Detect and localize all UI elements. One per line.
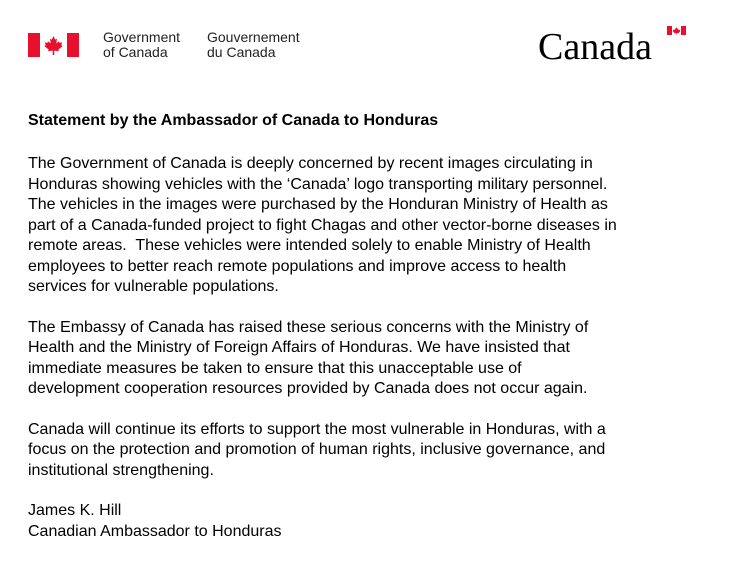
page-header: [0, 0, 738, 80]
paragraph-line: part of a Canada-funded project to fight Chagas and other vector-borne diseases in: [28, 216, 617, 234]
paragraph-line: The Government of Canada is deeply concerned by recent images circulating in: [28, 155, 593, 172]
paragraph-line: focus on the protection and promotion of human rights, inclusive governance, and: [28, 441, 606, 458]
paragraph-1: [28, 154, 718, 298]
signature-block: [28, 501, 718, 542]
paragraph-line: immediate measures be taken to ensure that this unacceptable use of: [28, 359, 522, 377]
paragraph-line: The vehicles in the images were purchased by the Honduran Ministry of Health as: [28, 196, 608, 213]
paragraph-line: services for vulnerable populations.: [28, 278, 279, 295]
paragraph-3: [28, 420, 718, 482]
government-of-canada-en: [103, 30, 180, 60]
paragraph-2: [28, 318, 718, 400]
paragraph-line: Honduras showing vehicles with the ‘Canada’ logo transporting military personnel.: [28, 175, 608, 193]
gov-en-line-2: of Canada: [103, 44, 168, 60]
paragraph-line: institutional strengthening.: [28, 461, 214, 479]
canada-wordmark: Canada: [538, 26, 652, 68]
signature-name: James K. Hill: [28, 502, 122, 519]
gouvernement-du-canada-fr: [207, 30, 300, 60]
signature-role: Canadian Ambassador to Honduras: [28, 522, 282, 540]
wordmark-flag-icon: [667, 26, 686, 35]
paragraph-line: Health and the Ministry of Foreign Affairs of Honduras. We have insisted that: [28, 339, 570, 356]
gov-fr-line-1: Gouvernement: [207, 29, 300, 45]
paragraph-line: employees to better reach remote populations and improve access to health: [28, 257, 567, 275]
paragraph-line: remote areas. These vehicles were intended solely to enable Ministry of Health: [28, 237, 591, 254]
paragraph-line: Canada will continue its efforts to support the most vulnerable in Honduras, with a: [28, 420, 606, 438]
canada-flag-icon: [28, 33, 79, 57]
paragraph-line: The Embassy of Canada has raised these serious concerns with the Ministry of: [28, 318, 589, 336]
statement-title: Statement by the Ambassador of Canada to Honduras: [28, 112, 439, 129]
gov-en-line-1: Government: [103, 29, 181, 45]
gov-fr-line-2: du Canada: [207, 44, 276, 60]
statement-body: [28, 111, 718, 542]
paragraph-line: development cooperation resources provided by Canada does not occur again.: [28, 380, 588, 397]
